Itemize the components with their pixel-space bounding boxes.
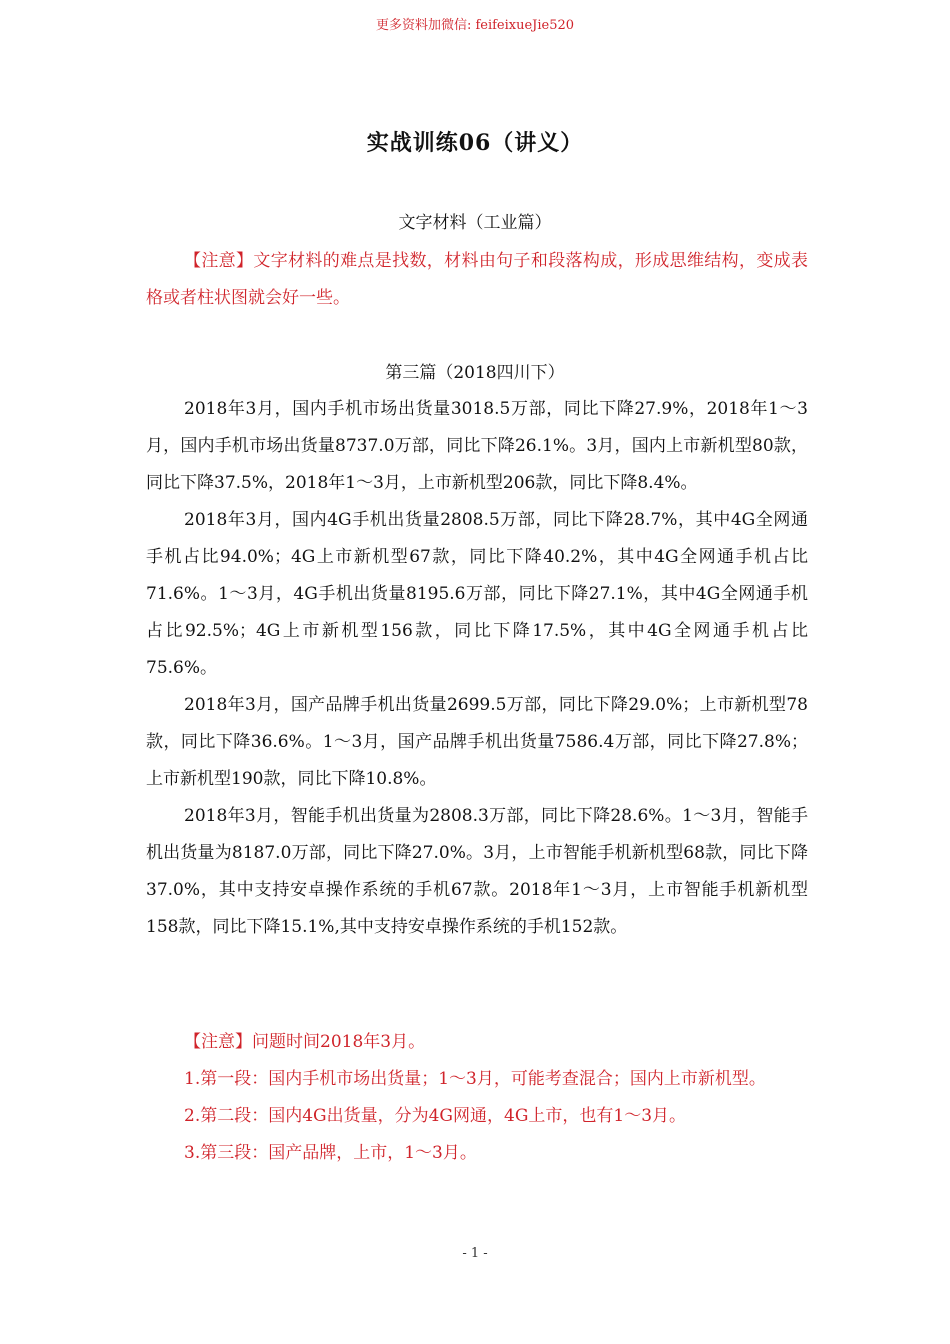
- header-watermark: 更多资料加微信: feifeixueJie520: [375, 18, 575, 33]
- page-number: - 1 -: [462, 1246, 488, 1261]
- article-body: [146, 391, 808, 946]
- article-subtitle: 第三篇（2018四川下）: [385, 363, 565, 383]
- note-label: 【注意】: [184, 251, 254, 271]
- notes-item-3: 3.第三段：国产品牌，上市，1～3月。: [184, 1143, 477, 1163]
- section-subtitle: 文字材料（工业篇）: [398, 213, 552, 233]
- notes-label: 【注意】: [184, 1032, 252, 1052]
- notes-text: 问题时间2018年3月。: [252, 1032, 426, 1052]
- section-note: [146, 243, 808, 317]
- paragraph-1: 2018年3月，国内手机市场出货量3018.5万部，同比下降27.9%，2018年1～3月，国内手机市场出货量8737.0万部，同比下降26.1%。3月，国内上市新机型80款，同比下降37.5%，2018年1～3月，上市新机型206款，同比下降8.4%。: [146, 399, 808, 493]
- notes-block: [146, 1024, 808, 1172]
- notes-intro: [146, 1024, 808, 1061]
- paragraph-3: 2018年3月，国产品牌手机出货量2699.5万部，同比下降29.0%；上市新机型78款，同比下降36.6%。1～3月，国产品牌手机出货量7586.4万部，同比下降27.8%；上市新机型190款，同比下降10.8%。: [146, 695, 808, 789]
- notes-item-1: 1.第一段：国内手机市场出货量；1～3月，可能考查混合；国内上市新机型。: [184, 1069, 766, 1089]
- notes-item-2: 2.第二段：国内4G出货量，分为4G网通，4G上市，也有1～3月。: [184, 1106, 687, 1126]
- paragraph-2: 2018年3月，国内4G手机出货量2808.5万部，同比下降28.7%，其中4G全网通手机占比94.0%；4G上市新机型67款，同比下降40.2%，其中4G全网通手机占比71.6%。1～3月，4G手机出货量8195.6万部，同比下降27.1%，其中4G全网通手机占比92.5%；4G上市新机型156款，同比下降17.5%，其中4G全网通手机占比75.6%。: [146, 510, 808, 678]
- paragraph-4: 2018年3月，智能手机出货量为2808.3万部，同比下降28.6%。1～3月，智能手机出货量为8187.0万部，同比下降27.0%。3月，上市智能手机新机型68款，同比下降37.0%，其中支持安卓操作系统的手机67款。2018年1～3月，上市智能手机新机型158款，同比下降15.1%,其中支持安卓操作系统的手机152款。: [146, 806, 808, 937]
- page-title: 实战训练06（讲义）: [366, 130, 584, 156]
- note-text: 文字材料的难点是找数，材料由句子和段落构成，形成思维结构，变成表格或者柱状图就会好一些。: [146, 251, 809, 308]
